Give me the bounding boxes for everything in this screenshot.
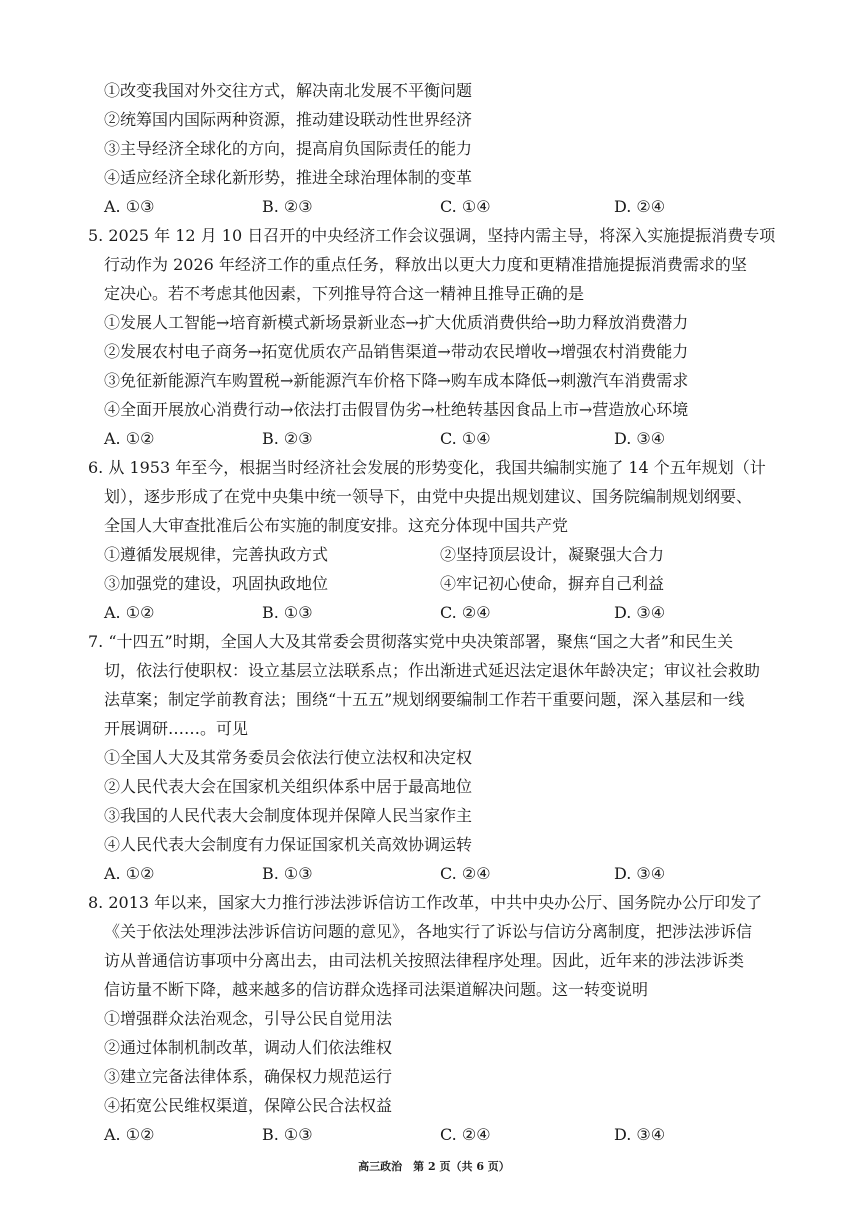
q6-option-b: B. ①③	[262, 603, 313, 622]
q5-option-b: B. ②③	[262, 429, 313, 448]
q7-stem-line-3: 法草案；制定学前教育法；围绕“十五五”规划纲要编制工作若干重要问题，深入基层和一线	[104, 690, 745, 709]
q8-item-4: ④拓宽公民维权渠道，保障公民合法权益	[104, 1096, 393, 1115]
q4-option-b: B. ②③	[262, 197, 313, 216]
q6-item-4: ④牢记初心使命，摒弃自己利益	[440, 574, 665, 593]
q8-stem-line-1: 8. 2013 年以来，国家大力推行涉法涉诉信访工作改革，中共中央办公厅、国务院办公厅印发了	[88, 893, 763, 912]
q5-item-2: ②发展农村电子商务→拓宽优质农产品销售渠道→带动农民增收→增强农村消费能力	[104, 342, 689, 361]
q4-option-d: D. ②④	[614, 197, 666, 216]
q8-stem-line-2: 《关于依法处理涉法涉诉信访问题的意见》，各地实行了诉讼与信访分离制度，把涉法涉诉信	[104, 922, 753, 941]
q7-item-3: ③我国的人民代表大会制度体现并保障人民当家作主	[104, 806, 473, 825]
q7-item-4: ④人民代表大会制度有力保证国家机关高效协调运转	[104, 835, 473, 854]
q7-stem-line-2: 切，依法行使职权：设立基层立法联系点；作出渐进式延迟法定退休年龄决定；审议社会救助	[104, 661, 761, 680]
q8-item-2: ②通过体制机制改革，调动人们依法维权	[104, 1038, 393, 1057]
q6-item-2: ②坚持顶层设计，凝聚强大合力	[440, 545, 665, 564]
q4-option-c: C. ①④	[440, 197, 491, 216]
q5-item-4: ④全面开展放心消费行动→依法打击假冒伪劣→杜绝转基因食品上市→营造放心环境	[104, 400, 689, 419]
q4-item-2: ②统筹国内国际两种资源，推动建设联动性世界经济	[104, 110, 473, 129]
q7-option-c: C. ②④	[440, 864, 491, 883]
q4-option-a: A. ①③	[104, 197, 155, 216]
q5-stem-line-2: 行动作为 2026 年经济工作的重点任务，释放出以更大力度和更精准措施提振消费需求的坚	[104, 255, 747, 274]
q8-item-3: ③建立完备法律体系，确保权力规范运行	[104, 1067, 393, 1086]
q7-option-a: A. ①②	[104, 864, 155, 883]
q4-item-1: ①改变我国对外交往方式，解决南北发展不平衡问题	[104, 81, 473, 100]
q8-option-d: D. ③④	[614, 1125, 666, 1144]
q5-option-d: D. ③④	[614, 429, 666, 448]
q6-option-d: D. ③④	[614, 603, 666, 622]
q8-stem-line-4: 信访量不断下降，越来越多的信访群众选择司法渠道解决问题。这一转变说明	[104, 980, 649, 999]
q5-option-a: A. ①②	[104, 429, 155, 448]
q8-option-c: C. ②④	[440, 1125, 491, 1144]
q6-stem-line-3: 全国人大审查批准后公布实施的制度安排。这充分体现中国共产党	[104, 516, 569, 535]
q7-stem-line-4: 开展调研……。可见	[104, 719, 249, 738]
q6-item-1: ①遵循发展规律，完善执政方式	[104, 545, 329, 564]
q7-stem-line-1: 7. “十四五”时期，全国人大及其常委会贯彻落实党中央决策部署，聚焦“国之大者”和民生关	[88, 632, 734, 651]
q5-option-c: C. ①④	[440, 429, 491, 448]
q7-option-b: B. ①③	[262, 864, 313, 883]
q7-item-1: ①全国人大及其常务委员会依法行使立法权和决定权	[104, 748, 473, 767]
q4-item-4: ④适应经济全球化新形势，推进全球治理体制的变革	[104, 168, 473, 187]
q5-stem-line-1: 5. 2025 年 12 月 10 日召开的中央经济工作会议强调，坚持内需主导，将深入实施提振消费专项	[88, 226, 776, 245]
q6-stem-line-1: 6. 从 1953 年至今，根据当时经济社会发展的形势变化，我国共编制实施了 14 个五年规划（计	[88, 458, 766, 477]
q6-option-c: C. ②④	[440, 603, 491, 622]
q7-option-d: D. ③④	[614, 864, 666, 883]
q5-item-1: ①发展人工智能→培育新模式新场景新业态→扩大优质消费供给→助力释放消费潜力	[104, 313, 689, 332]
q6-option-a: A. ①②	[104, 603, 155, 622]
q5-stem-line-3: 定决心。若不考虑其他因素，下列推导符合这一精神且推导正确的是	[104, 284, 585, 303]
q8-stem-line-3: 访从普通信访事项中分离出去，由司法机关按照法律程序处理。因此，近年来的涉法涉诉类	[104, 951, 745, 970]
q8-option-b: B. ①③	[262, 1125, 313, 1144]
q6-item-3: ③加强党的建设，巩固执政地位	[104, 574, 329, 593]
q6-stem-line-2: 划），逐步形成了在党中央集中统一领导下，由党中央提出规划建议、国务院编制规划纲要、	[104, 487, 753, 506]
q8-item-1: ①增强群众法治观念，引导公民自觉用法	[104, 1009, 393, 1028]
q8-option-a: A. ①②	[104, 1125, 155, 1144]
q4-item-3: ③主导经济全球化的方向，提高肩负国际责任的能力	[104, 139, 473, 158]
q5-item-3: ③免征新能源汽车购置税→新能源汽车价格下降→购车成本降低→刺激汽车消费需求	[104, 371, 689, 390]
q7-item-2: ②人民代表大会在国家机关组织体系中居于最高地位	[104, 777, 473, 796]
page-footer: 高三政治 第 2 页（共 6 页）	[358, 1160, 510, 1173]
